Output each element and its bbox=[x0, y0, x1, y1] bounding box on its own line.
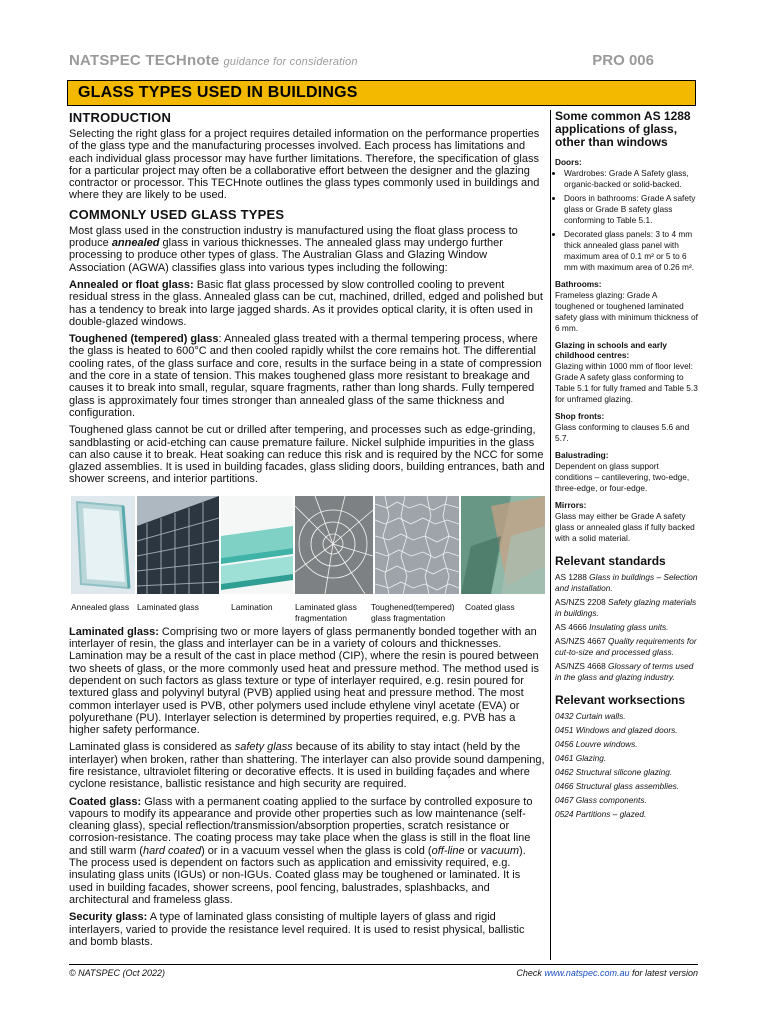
standard-item: AS 1288 Glass in buildings – Selection and installation. bbox=[555, 572, 698, 593]
worksection-item: 0462 Structural silicone glazing. bbox=[555, 767, 673, 777]
common-heading: COMMONLY USED GLASS TYPES bbox=[69, 206, 285, 222]
natspec-link[interactable]: www.natspec.com.au bbox=[544, 968, 630, 978]
bathrooms-text: Frameless glazing: Grade A toughened or toughened laminated safety glass with minimum thickness of 6 mm. bbox=[555, 290, 698, 333]
schools-text: Glazing within 1000 mm of floor level: Grade A safety glass conforming to Table 5.1 for fully framed and Table 5.3 for unframed glazing. bbox=[555, 361, 698, 404]
security-paragraph: Security glass: A type of laminated glass consisting of multiple layers of glass and rigid interlayers, varied to provide the resistance level required. It is used to resist physical, ballistic and bomb blasts. bbox=[69, 911, 525, 948]
common-paragraph: Most glass used in the construction industry is manufactured using the float glass process to produce annealed glass in various thicknesses. The annealed glass may undergo further processing to produce other types of glass. The Australian Glass and Glazing Window Association (AGWA) classifies glass into various types including the following: bbox=[69, 224, 518, 274]
standard-item: AS 4666 Insulating glass units. bbox=[555, 622, 669, 632]
document-code: PRO 006 bbox=[592, 52, 654, 69]
balustrading-text: Dependent on glass support conditions – cantilevering, two-edge, three-edge, or four-edge. bbox=[555, 461, 690, 493]
copyright: © NATSPEC (Oct 2022) bbox=[69, 968, 165, 978]
schools-title: Glazing in schools and early childhood centres: bbox=[555, 340, 668, 360]
worksections-heading: Relevant worksections bbox=[555, 693, 686, 707]
worksection-item: 0451 Windows and glazed doors. bbox=[555, 725, 678, 735]
worksection-item: 0461 Glazing. bbox=[555, 753, 607, 763]
caption-laminated: Laminated glass bbox=[137, 601, 199, 612]
toughened-paragraph: Toughened (tempered) glass: Annealed glass treated with a thermal tempering process, where the glass is heated to 600°C and then cooled rapidly whilst the core remains hot. The differential cooling rates, of the glass surface and core, results in the surface being in a state of compression and the core in a state of tension. This makes toughened glass more resistant to breakage and causes it to break into small, regular, square fragments, rather than long shards. Fully tempered glass is approximately four times stronger than annealed glass of the same thickness and configuration. bbox=[69, 333, 542, 419]
sidebar bbox=[555, 110, 698, 823]
standard-item: AS/NZS 4667 Quality requirements for cut-to-size and processed glass. bbox=[555, 636, 697, 657]
annealed-glass-photo bbox=[71, 496, 135, 594]
mirrors-title: Mirrors: bbox=[555, 500, 587, 510]
caption-lamination: Lamination bbox=[231, 601, 273, 612]
caption-laminated-fragmentation: Laminated glass fragmentation bbox=[295, 601, 357, 623]
standard-item: AS/NZS 4668 Glossary of terms used in the glass and glazing industry. bbox=[555, 661, 694, 682]
bathrooms-title: Bathrooms: bbox=[555, 279, 602, 289]
shop-fronts-text: Glass conforming to clauses 5.6 and 5.7. bbox=[555, 422, 690, 443]
caption-coated: Coated glass bbox=[465, 601, 515, 612]
sidebar-heading: Some common AS 1288 applications of glass, other than windows bbox=[555, 109, 691, 149]
footer-rule bbox=[69, 964, 698, 965]
laminated-paragraph-2: Laminated glass is considered as safety glass because of its ability to stay intact (held by the interlayer) when broken, rather than shattering. The interlayer can also provide sound dampening, fire resistance, ultraviolet filtering or decorative effects. It is used in building façades and where cyclone resistance, ballistic resistance and high security are required. bbox=[69, 741, 545, 791]
balustrading-title: Balustrading: bbox=[555, 450, 609, 460]
caption-toughened-fragmentation: Toughened(tempered) glass fragmentation bbox=[371, 601, 455, 623]
doors-list bbox=[555, 168, 698, 273]
brand: NATSPEC TECHnote guidance for consideration bbox=[69, 52, 358, 69]
toughened-fragmentation-photo bbox=[375, 496, 459, 594]
standards-heading: Relevant standards bbox=[555, 554, 666, 568]
standard-item: AS/NZS 2208 Safety glazing materials in buildings. bbox=[555, 597, 697, 618]
laminated-paragraph: Laminated glass: Comprising two or more layers of glass permanently bonded together with an interlayer of resin, the glass and interlayer can be in a variety of colours and thicknesses. Lamination may be a result of the cast in place method (CIP), where the resin is poured between two sheets of glass, or the more commonly used heat and pressure method. The method used is dependent on such factors as glass texture or type of interlayer required, e.g. resin poured for textured glass and polyvinyl butyral (PVB) applied using heat and pressure method. The most common interlayer used is PVB, other polymers used include ethylene vinyl acetate (EVA) or polyurethane (PU). Interlayer selection is determined by properties required, e.g. PVB has a higher safety performance. bbox=[69, 625, 539, 737]
title-banner bbox=[67, 80, 696, 106]
doors-title: Doors: bbox=[555, 157, 582, 167]
main-column bbox=[69, 110, 545, 953]
list-item: • Wardrobes: Grade A Safety glass, organic-backed or solid-backed. bbox=[564, 168, 698, 190]
page-title: GLASS TYPES USED IN BUILDINGS bbox=[78, 84, 358, 101]
mirrors-text: Glass may either be Grade A safety glass or annealed glass if fully backed with a solid material. bbox=[555, 511, 695, 543]
intro-paragraph: Selecting the right glass for a project requires detailed information on the performance properties of the glass type and the manufacturing processes involved. Each process has limitations and each individual glass processor may have further limitations. Therefore, the specification of glass for a particular project may often be a collaborative effort between the designer and the glazing contractor or processor. This TECHnote outlines the glass types commonly used in buildings and where they are likely to be used. bbox=[69, 128, 540, 202]
annealed-paragraph: Annealed or float glass: Basic flat glass processed by slow controlled cooling to prevent residual stress in the glass. Annealed glass can be cut, machined, drilled, edged and polished but has a tendency to break into large jagged shards. As it provides optical clarity, it is often used in double-glazed windows. bbox=[69, 278, 543, 328]
laminated-fragmentation-photo bbox=[295, 496, 373, 594]
coated-paragraph: Coated glass: Glass with a permanent coating applied to the surface by controlled exposure to vapours to modify its appearance and provide other properties such as low maintenance (self-cleaning glass), special reflection/transmission/absorption properties, scratch resistance or corrosion-resistance. The coating process may take place when the glass is still in the float line and still warm (hard coated) or in a vacuum vessel when the glass is cold (off-line or vacuum). The process used is dependent on factors such as application and emissivity required, e.g. insulating glass units (IGUs) or non-IGUs. Coated glass may be toughened or laminated. It is used in building facades, shower screens, pool fencing, balustrades, splashbacks, and architectural and frameless glass. bbox=[69, 795, 533, 906]
list-item: • Doors in bathrooms: Grade A safety glass or Grade B safety glass conforming to Table 5.1. bbox=[564, 193, 698, 226]
lamination-photo bbox=[221, 496, 293, 594]
toughened-paragraph-2: Toughened glass cannot be cut or drilled after tempering, and processes such as edge-grinding, sandblasting or acid-etching can cause premature failure. Nickel sulphide impurities in the glass can also cause it to break. Heat soaking can reduce this risk and is required by the NCC for some glazed assemblies. It is used in building facades, glass sliding doors, building entrances, bath and shower screens, and interior partitions. bbox=[69, 424, 545, 486]
version-note: Check www.natspec.com.au for latest version bbox=[516, 968, 698, 978]
list-item: • Decorated glass panels: 3 to 4 mm thick annealed glass panel with maximum area of 0.1 m² or 5 to 6 mm with maximum area of 0.26 m². bbox=[564, 229, 698, 273]
worksection-item: 0456 Louvre windows. bbox=[555, 739, 638, 749]
caption-annealed: Annealed glass bbox=[71, 601, 130, 612]
intro-heading: INTRODUCTION bbox=[69, 110, 172, 125]
laminated-glass-photo bbox=[137, 496, 219, 594]
worksection-item: 0432 Curtain walls. bbox=[555, 711, 626, 721]
page-header bbox=[69, 52, 698, 70]
header-subtitle: guidance for consideration bbox=[223, 56, 358, 68]
worksection-item: 0466 Structural glass assemblies. bbox=[555, 781, 680, 791]
shop-fronts-title: Shop fronts: bbox=[555, 411, 605, 421]
worksection-item: 0524 Partitions – glazed. bbox=[555, 809, 647, 819]
coated-glass-photo bbox=[461, 496, 545, 594]
glass-photo-strip bbox=[69, 496, 545, 624]
worksection-item: 0467 Glass components. bbox=[555, 795, 647, 805]
